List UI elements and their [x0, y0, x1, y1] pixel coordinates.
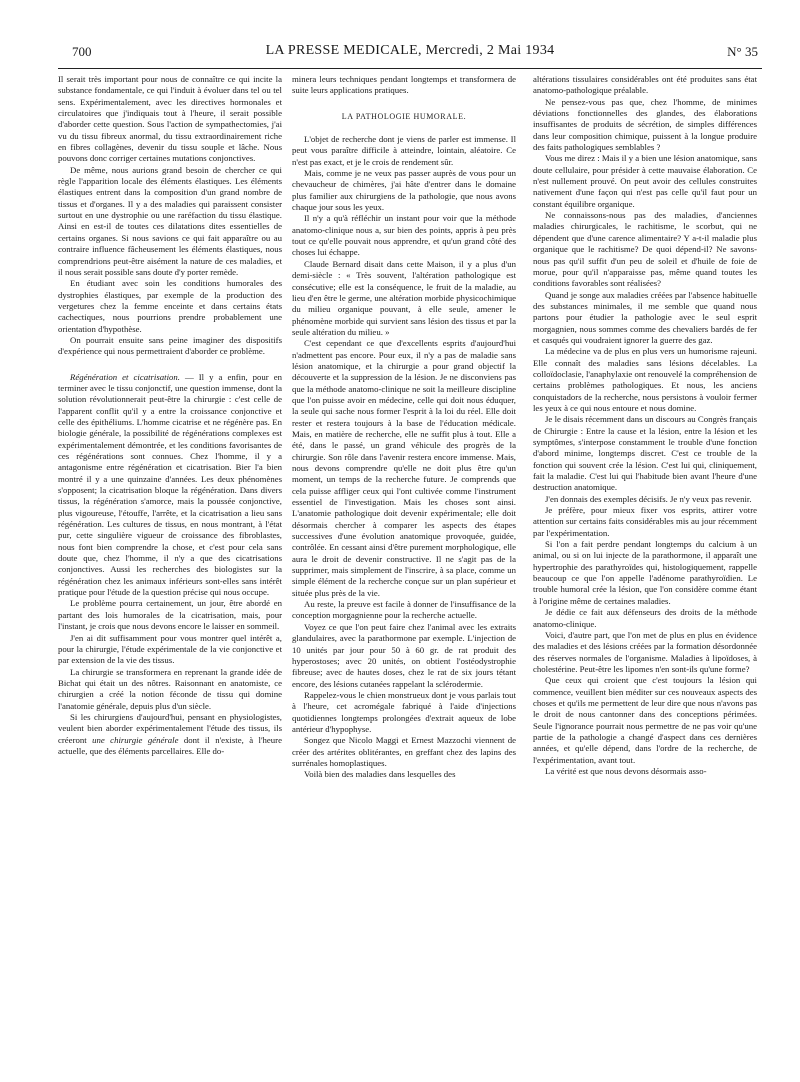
paragraph: La médecine va de plus en plus vers un humorisme rajeuni. Elle connaît des maladies sans lésions décelables. La colloïdoclasie, l'anaphylaxie ont renouvelé la compréhension de certains problèmes pathologiques. Et nous, les anciens conquistadors de la recherche, nous persistons à vouloir fermer les yeux à ce qui nous entoure et nous domine. — [533, 346, 757, 413]
paragraph: Je préfère, pour mieux fixer vos esprits, attirer votre attention sur certains faits considérables mis au jour récemment par l'expérimentation. — [533, 505, 757, 538]
paragraph: J'en ai dit suffisamment pour vous montrer quel intérêt a, pour la chirurgie, l'étude expérimentale de la vie conjonctive et par extension de la vie des tissus. — [58, 632, 282, 666]
paragraph: altérations tissulaires considérables ont été produites sans état anatomo-pathologique préalable. — [533, 74, 757, 96]
paragraph: Je le disais récemment dans un discours au Congrès français de Chirurgie : Entre la cause et la lésion, entre la lésion et les symptômes, s'interpose constamment le trouble d'une fonction d'abord minime, longtemps discret. C'est ce trouble de la fonction qui souvent crée la lésion. C'est lui qui, cliniquement, fait la maladie. C'est lui qui l'habitude bien avant l'heure d'une destruction anatomique. — [533, 414, 757, 493]
section-heading: LA PATHOLOGIE HUMORALE. — [341, 111, 467, 121]
paragraph-text: dont il n'existe, à l'heure actuelle, que des éléments parcellaires. Elle do- — [58, 734, 282, 756]
paragraph: La vérité est que nous devons désormais asso- — [545, 765, 707, 776]
paragraph: De même, nous aurions grand besoin de chercher ce qui règle l'apparition locale des éléments élastiques. Les éléments élastiques entrent dans la composition d'un grand nombre de tissus et d'organes. Il y a des maladies qui paraissent consister surtout en une dystrophie ou une raréfaction du tissu élastique. Ainsi en est-il de toutes ces dilatations dites essentielles de certains organes. Si nous savions ce qui fait apparaître ou au contraire influence fâcheusement les éléments élastiques, nous comprendrions peut-être aisément la nature de ces maladies, et il nous serait possible sans doute d'y porter remède. — [58, 164, 282, 277]
paragraph: Que ceux qui croient que c'est toujours la lésion qui commence, veuillent bien méditer sur ces nouveaux aspects des choses et qu'ils me permettent de leur dire que nous n'avons pas le droit de nous cantonner dans des conceptions périmées. Seule l'ignorance pourrait nous permettre de ne pas voir qu'une partie de la pathologie a changé d'aspect dans ces dernières années, et qu'elle dépend, dans l'ordre de la recherche, de l'expérimentation, avant tout. — [533, 675, 757, 765]
run-in-heading: Régénération et cicatrisation. — [70, 371, 180, 382]
column-left — [58, 74, 282, 1070]
paragraph: On pourrait ensuite sans peine imaginer des dispositifs d'expérience qui nous permettraient d'aborder ce problème. — [58, 334, 282, 357]
paragraph: C'est cependant ce que d'excellents esprits d'aujourd'hui n'admettent pas encore. Pour eux, il n'y a pas de maladie sans lésion anatomique, et la chirurgie a pour grand objectif la découverte et la suppression de la lésion. Je ne disconviens pas que la méthode anatomo-clinique ne soit la meilleure discipline que l'on puisse avoir en médecine, celle qui doit nous éduquer, la seule qui sache nous former l'esprit à la loi du réel. Elle doit rester et restera toujours à la base de l'éducation médicale. Mais, en matière de recherche, elle ne suffit plus à tout. Elle a été, dans le passé, un grand véhicule des progrès de la chirurgie. Son rôle dans l'avenir restera encore immense. Mais, nous devons comprendre qu'elle ne doit plus être qu'un moment, un temps de la recherche future. Je comprends que cela puisse affliger ceux qui l'ont cultivée comme l'instrument essentiel de l'investigation. Mais les choses sont ainsi. L'anatomie pathologique doit devenir expérimentale; elle doit désormais chercher à comparer les aspects des étapes successives d'une évolution anatomique provoquée, guidée, contrôlée. En cessant ainsi d'être purement morphologique, elle aura le droit de devenir constructive. Il ne s'agit pas de la supprimer, mais simplement de l'inscrire, à sa place, comme un simple élément de la recherche conçue sur un plan supérieur et située plus près de la vie. — [292, 338, 516, 598]
paragraph: Ne connaissons-nous pas des maladies, d'anciennes maladies chirurgicales, le rachitisme, le scorbut, qui ne dépendent que d'une carence alimentaire? Y a-t-il maladie plus organique que le rachitisme? De quoi dépend-il? Ne savons-nous pas qu'il suffit d'un peu de soleil et d'huile de foie de morue, pour qu'il n'apparaisse pas, même quand toutes les conditions favorables sont réalisées? — [533, 210, 757, 289]
paragraph: L'objet de recherche dont je viens de parler est immense. Il peut vous paraître difficile à atteindre, lointain, aléatoire. Ce n'est pas exact, et je le crois de rendement sûr. — [292, 134, 516, 167]
column-right — [533, 74, 757, 1070]
paragraph-regeneration — [58, 372, 282, 599]
emphasis: une chirurgie générale — [92, 734, 179, 745]
paragraph: Si l'on a fait perdre pendant longtemps du calcium à un animal, ou si on lui injecte de la parathormone, il apparaît une hypertrophie des parathyroïdes qui, histologiquement, rappelle beaucoup ce que l'on appelle l'adénome parathyroïdien. Le trouble humoral crée la lésion, que l'on considère comme étant à l'origine même de certaines maladies. — [533, 539, 757, 606]
paragraph: Ne pensez-vous pas que, chez l'homme, de minimes déviations fonctionnelles des glandes, des élaborations insuffisantes de produits de sécrétion, de simples différences dans leur composition chimique, puissent à la longue produire des faits pathologiques semblables ? — [533, 96, 757, 153]
paragraph: En étudiant avec soin les conditions humorales des dystrophies élastiques, par exemple de la production des vergetures chez la femme enceinte et dans certains états cachectiques, nous pourrions prendre probablement une orientation d'hypothèse. — [58, 278, 282, 334]
paragraph: Voyez ce que l'on peut faire chez l'animal avec les extraits glandulaires, avec la parathormone par exemple. L'injection de 10 unités par jour pour 50 à 60 gr. de rat produit des hyperostoses; avec 20 unités, on obtient l'ostéodystrophie fibreuse; avec de hautes doses, chez le rat de six jours tétant encore, des lésions cutanées rappelant la sclérodermie. — [292, 621, 516, 689]
paragraph: La chirurgie se transformera en reprenant la grande idée de Bichat qui était un des nôtres. Raisonnant en anatomiste, ce chirurgien a créé la notion féconde de tissu qui domine l'anatomie générale, depuis plus d'un siècle. — [58, 666, 282, 711]
paragraph: Au reste, la preuve est facile à donner de l'insuffisance de la conception morgagnienne pour la recherche actuelle. — [292, 599, 516, 621]
paragraph — [58, 712, 282, 757]
paragraph: Vous me direz : Mais il y a bien une lésion anatomique, sans doute cellulaire, pour présider à cette mauvaise élaboration. Ce n'est nullement prouvé. On peut avoir des cellules construites nativement d'une façon qui n'est pas celle qu'il faut pour un constant équilibre organique. — [533, 153, 757, 209]
paragraph: Songez que Nicolo Maggi et Ernest Mazzochi viennent de créer des artérites oblitérantes, en greffant chez des lapins des surrénales homoplastiques. — [292, 735, 516, 768]
paragraph: Il serait très important pour nous de connaître ce qui incite la substance fondamentale, ce qui l'induit à évoluer dans tel ou tel sens. Expérimentalement, avec les directives hormonales et circulatoires que j'indiquais tout à l'heure, il serait possible d'aborder cette question. Sous l'action de sympathectomies, j'ai vu du tissu fibreux anormal, du tissu extraordinairement riche en fibres collagènes, devenir du tissu souple et lâche. Nous pouvons donc corriger certaines mutations conjonctives. — [58, 74, 282, 164]
paragraph: Je dédie ce fait aux défenseurs des droits de la méthode anatomo-clinique. — [533, 607, 757, 629]
paragraph-text: — Il y a enfin, pour en terminer avec le tissu conjonctif, une question immense, dont la solution révolutionnerait peut-être la chirurgie : c'est celle de l'apparent conflit qu'il y a entre la croissance conjonctive et celle des épithéliums. L'homme cicatrise et ne régénère pas. En biologie générale, la possibilité de régénérations complexes est expérimentalement démontrée, et les conditions favorisantes de ces régénérations sont connues. Chez l'homme, il y a antagonisme entre régénération et cicatrisation. Bier l'a bien montré il y a une quinzaine d'années. Les deux phénomènes s'opposent; la cicatrisation bloque la régénération. Dans divers tissus, la régénération s'amorce, mais la poussée conjonctive, plus vigoureuse, l'étouffe, l'arrête, et la cicatrisation a lieu sans régénération. Les cultures de tissus, en nous montrant, à l'état pur, cette singulière vigueur de croissance des fibroblastes, nous font bien comprendre la chose, et c'est pour cela sans doute que, chez l'homme, il n'y a que des cicatrisations conjonctives. Aussi les recherches des biologistes sur la régénération chez les animaux inférieurs sont-elles sans intérêt pratique pour l'étude de la question précise qui nous occupe. — [58, 371, 282, 598]
column-middle — [292, 74, 516, 1070]
paragraph: Voilà bien des maladies dans lesquelles des — [304, 769, 456, 780]
paragraph: Quand je songe aux maladies créées par l'absence habituelle des substances minimales, il me semble que quand nous partons pour étudier la pathologie avec le seul esprit morgagnien, nous sommes comme des chevaliers bardés de fer et casqués qui voudraient ignorer la guerre des gaz. — [533, 289, 757, 345]
page-number: 700 — [72, 44, 92, 59]
paragraph: Il n'y a qu'à réfléchir un instant pour voir que la méthode anatomo-clinique nous a, sur bien des points, appris à peu près tout ce qu'elle pouvait nous apprendre, et qu'un grand côté des choses lui échappe. — [292, 213, 516, 258]
page-header — [58, 42, 762, 69]
paragraph: minera leurs techniques pendant longtemps et transformera de suite leurs applications pratiques. — [292, 74, 516, 96]
paragraph-text: Si les chirurgiens d'aujourd'hui, pensant en physiologistes, veulent bien aborder expérimentalement l'étude des tissus, ils créeront — [58, 711, 282, 745]
paragraph: Mais, comme je ne veux pas passer auprès de vous pour un chevaucheur de chimères, j'ai hâte d'entrer dans le domaine plus familier aux chirurgiens de la pathologie, que nous avons chaque jour sous les yeux. — [292, 168, 516, 213]
issue-number: N° 35 — [727, 44, 758, 59]
paragraph: J'en donnais des exemples décisifs. Je n'y veux pas revenir. — [545, 493, 752, 504]
paragraph: Voici, d'autre part, que l'on met de plus en plus en évidence des maladies et des lésions créées par la formation désordonnée des réserves normales de l'organisme. Maladies à lipoïdoses, à cholestérine. Peut-être les lipomes n'en sont-ils qu'une forme? — [533, 629, 757, 674]
paragraph: Claude Bernard disait dans cette Maison, il y a plus d'un demi-siècle : « Très souvent, l'altération pathologique est consécutive; elle est la conséquence, le fruit de la maladie, au lieu d'en être le germe, une altération morbide physicochimique du milieu organique pouvant, à elle seule, amener le phénomène morbide qui survient sans lésion des tissus et par la seule altération du milieu. » — [292, 258, 516, 337]
journal-title: LA PRESSE MEDICALE, Mercredi, 2 Mai 1934 — [265, 43, 555, 58]
paragraph: Le problème pourra certainement, un jour, être abordé en partant des lois humorales de la cicatrisation, mais, pour l'instant, je crois que nous devons encore le laisser en sommeil. — [58, 598, 282, 632]
paragraph: Rappelez-vous le chien monstrueux dont je vous parlais tout à l'heure, cet acromégale fabriqué à l'aide d'injections quotidiennes longtemps prolongées d'extrait aqueux de lobe antérieur d'hypophyse. — [292, 689, 516, 734]
